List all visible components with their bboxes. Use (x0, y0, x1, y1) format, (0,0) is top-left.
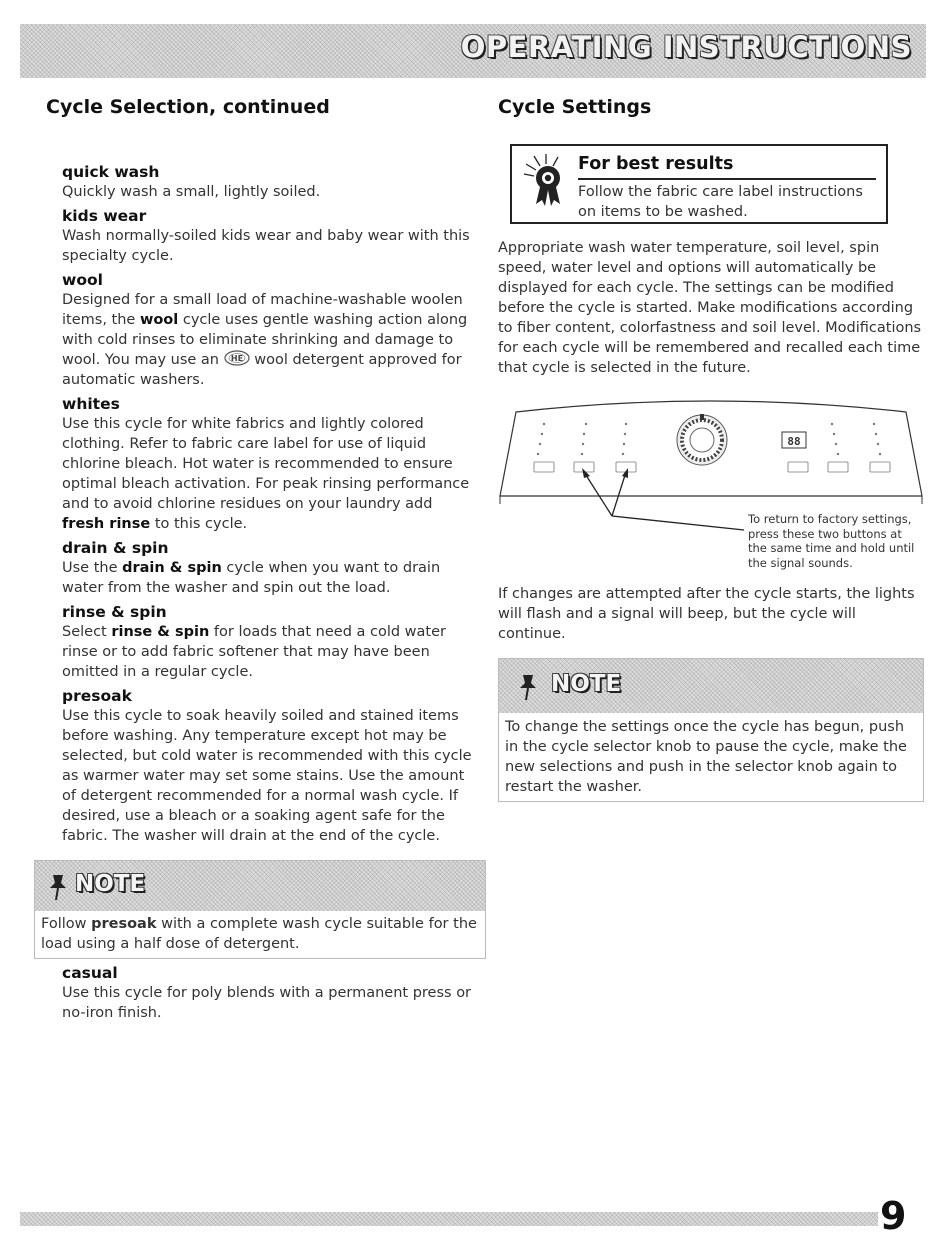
page-title: OPERATING INSTRUCTIONS (460, 30, 912, 64)
footer-bar (20, 1212, 878, 1226)
note-label: NOTE (551, 671, 622, 697)
settings-paragraph: Appropriate wash water temperature, soil level, spin speed, water level and options will automatically be displayed for each cycle. The settings can be modified before the cycle is started. Make modifications according to fiber content, colorfastness and soil level. Modifications for each cycle will be remembered and recalled each time that cycle is selected in the future. (498, 240, 922, 376)
cycle-desc (62, 622, 476, 682)
pushpin-icon (47, 873, 69, 901)
desc-bold: fresh rinse (62, 516, 151, 532)
note-text (35, 911, 485, 958)
cycle-name: whites (62, 395, 120, 413)
cycle-list (41, 162, 477, 1023)
desc-bold: rinse & spin (111, 624, 210, 640)
best-results-text: Follow the fabric care label instructions on items to be washed. (578, 184, 863, 220)
desc-bold: drain & spin (122, 560, 222, 576)
divider (578, 178, 876, 180)
note-text: To change the settings once the cycle has begun, push in the cycle selector knob to pause the cycle, make the new selections and push in the selector knob again to restart the washer. (505, 719, 907, 795)
best-results-box (510, 144, 888, 224)
pushpin-icon (517, 673, 539, 701)
cycle-name: rinse & spin (62, 603, 167, 621)
best-results-title: For best results (578, 154, 734, 174)
desc-text: cycle when you want to drain water from the washer and spin out the load. (62, 560, 441, 596)
cycle-selection-heading: Cycle Selection, continued (46, 96, 330, 118)
svg-text:HE: HE (230, 354, 243, 363)
settings-note (498, 658, 924, 802)
cycle-desc (62, 414, 476, 534)
cycle-desc (62, 290, 476, 390)
cycle-desc: Quickly wash a small, lightly soiled. (62, 184, 321, 200)
display-digits: 88 (787, 435, 801, 448)
note-header (35, 861, 485, 911)
cycle-name: drain & spin (62, 539, 169, 557)
factory-reset-caption: To return to factory settings, press these two buttons at the same time and hold until the signal sounds. (748, 512, 915, 570)
cycle-desc: Use this cycle to soak heavily soiled and stained items before washing. Any temperature except hot may be selected, but cold water is recommended with this cycle as warmer water may set some stains. Use the amount of detergent recommended for a normal wash cycle. If desired, use a bleach or a soaking agent safe for the fabric. The washer will drain at the end of the cycle. (62, 708, 472, 844)
desc-text: cycle uses gentle washing action along with cold rinses to eliminate shrinking and damage to wool. You may use an (62, 312, 468, 368)
he-logo-icon (224, 350, 250, 366)
desc-text: Use the (62, 560, 123, 576)
changes-paragraph: If changes are attempted after the cycle starts, the lights will flash and a signal will beep, but the cycle will continue. (498, 586, 915, 642)
desc-text: Use this cycle for white fabrics and lightly colored clothing. Refer to fabric care label for use of liquid chlorine bleach. Hot water is recommended to ensure optimal bleach activation. For peak rinsing performance and to avoid chlorine residues on your laundry add (62, 416, 470, 512)
desc-bold: wool (139, 312, 179, 328)
desc-text: Designed for a small load of machine-washable woolen items, the (62, 292, 463, 328)
note-label: NOTE (75, 871, 146, 897)
note-header (499, 659, 923, 713)
right-column (498, 96, 924, 802)
desc-text: to this cycle. (150, 516, 248, 532)
note-text-bold: presoak (91, 916, 157, 932)
cycle-name: quick wash (62, 163, 160, 181)
desc-text: Select (62, 624, 112, 640)
cycle-name: wool (62, 271, 103, 289)
presoak-note (34, 860, 486, 959)
control-panel-illustration (498, 394, 924, 584)
cycle-desc (62, 558, 476, 598)
page-number: 9 (880, 1194, 907, 1238)
cycle-desc: Use this cycle for poly blends with a permanent press or no-iron finish. (62, 985, 472, 1021)
desc-text: wool detergent approved for automatic washers. (62, 352, 462, 388)
cycle-name: kids wear (62, 207, 147, 225)
note-text-part: Follow (41, 916, 92, 932)
desc-text: for loads that need a cold water rinse or to add fabric softener that may have been omitted in a regular cycle. (62, 624, 446, 680)
header-bar (20, 24, 926, 78)
cycle-desc: Wash normally-soiled kids wear and baby wear with this specialty cycle. (62, 228, 470, 264)
cycle-name: presoak (62, 687, 132, 705)
note-text-part: with a complete wash cycle suitable for the load using a half dose of detergent. (41, 916, 477, 952)
left-column (41, 96, 477, 1027)
award-ribbon-icon (520, 152, 576, 212)
cycle-name: casual (62, 964, 118, 982)
cycle-settings-heading: Cycle Settings (498, 96, 652, 118)
